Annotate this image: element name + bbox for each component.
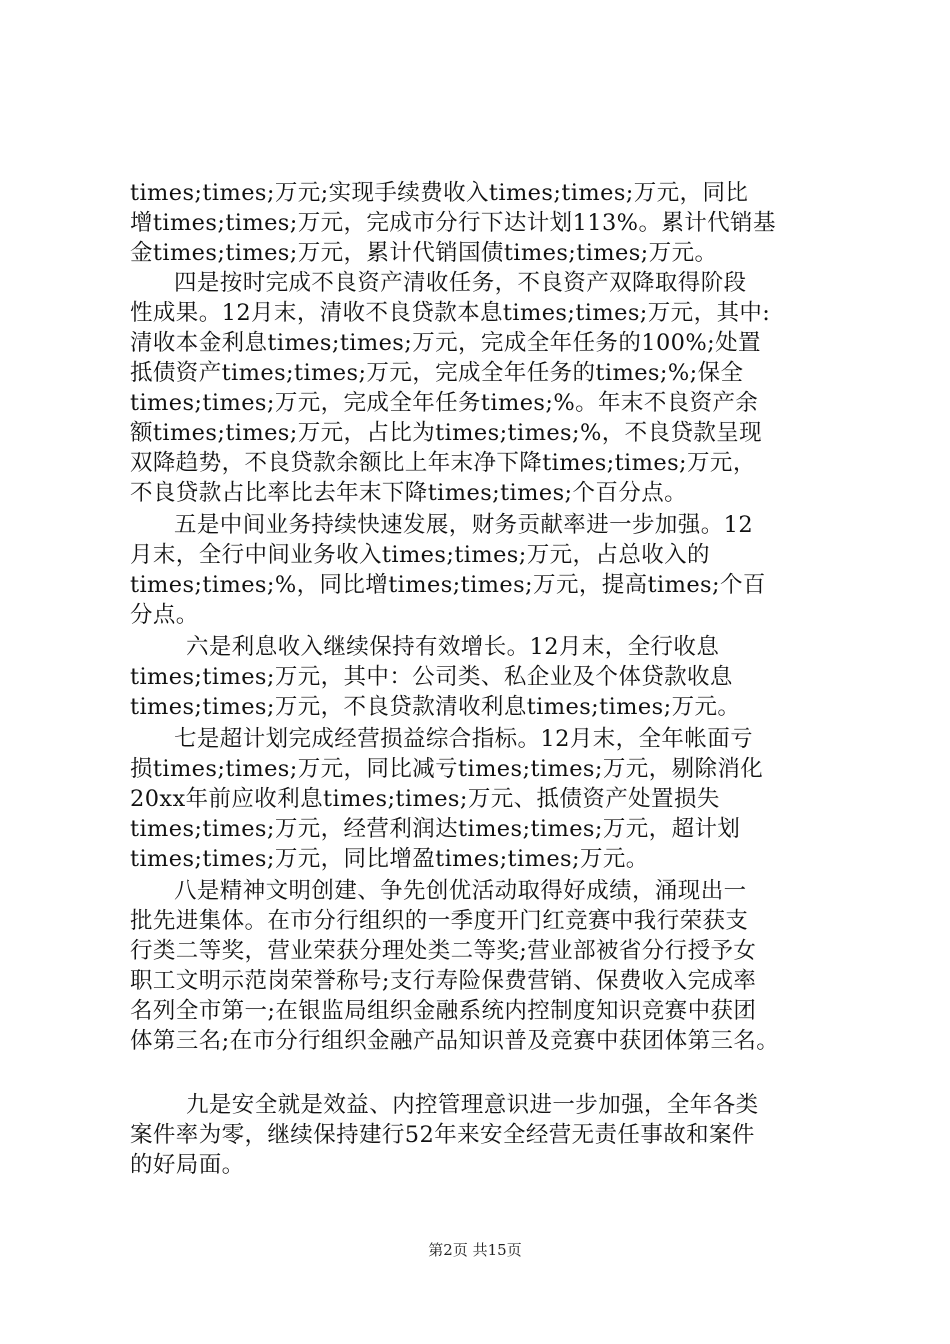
- text-line: 抵债资产times;times;万元，完成全年任务的times;%;保全: [130, 360, 744, 386]
- text-line: 六是利息收入继续保持有效增长。12月末，全行收息: [186, 634, 720, 660]
- text-line: 金times;times;万元，累计代销国债times;times;万元。: [130, 240, 718, 266]
- text-line: times;times;万元，经营利润达times;times;万元，超计划: [130, 816, 741, 842]
- text-line: 月末，全行中间业务收入times;times;万元，占总收入的: [130, 542, 710, 568]
- text-line: 额times;times;万元，占比为times;times;%，不良贷款呈现: [130, 420, 763, 446]
- text-line: 的好局面。: [130, 1152, 245, 1178]
- page-number-footer: 第2页 共15页: [428, 1241, 522, 1259]
- text-line: 双降趋势，不良贷款余额比上年末净下降times;times;万元，: [130, 450, 756, 476]
- text-line: 清收本金利息times;times;万元，完成全年任务的100%;处置: [130, 330, 761, 356]
- text-line: times;times;万元，完成全年任务times;%。年末不良资产余: [130, 390, 759, 416]
- text-line: times;times;%，同比增times;times;万元，提高times;个百: [130, 572, 766, 598]
- text-line: 案件率为零，继续保持建行52年来安全经营无责任事故和案件: [130, 1122, 755, 1148]
- text-line: 四是按时完成不良资产清收任务，不良资产双降取得阶段: [174, 270, 747, 296]
- text-line: times;times;万元，同比增盈times;times;万元。: [130, 846, 649, 872]
- text-line: 批先进集体。在市分行组织的一季度开门红竞赛中我行荣获支: [130, 908, 749, 934]
- text-line: 增times;times;万元，完成市分行下达计划113%。累计代销基: [130, 210, 776, 236]
- text-line: times;times;万元;实现手续费收入times;times;万元，同比: [130, 180, 749, 206]
- text-line: 损times;times;万元，同比减亏times;times;万元，剔除消化: [130, 756, 764, 782]
- text-line: 性成果。12月末，清收不良贷款本息times;times;万元，其中:: [130, 300, 771, 326]
- text-line: 不良贷款占比率比去年末下降times;times;个百分点。: [130, 480, 688, 506]
- text-line: times;times;万元，其中：公司类、私企业及个体贷款收息: [130, 664, 733, 690]
- text-line: 八是精神文明创建、争先创优活动取得好成绩，涌现出一: [174, 878, 747, 904]
- text-line: 九是安全就是效益、内控管理意识进一步加强，全年各类: [186, 1092, 759, 1118]
- text-line: 分点。: [130, 602, 199, 628]
- text-line: 七是超计划完成经营损益综合指标。12月末，全年帐面亏: [174, 726, 754, 752]
- text-line: 20xx年前应收利息times;times;万元、抵债资产处置损失: [130, 786, 720, 812]
- text-line: 名列全市第一;在银监局组织金融系统内控制度知识竞赛中获团: [130, 998, 757, 1024]
- text-line: 行类二等奖，营业荣获分理处类二等奖;营业部被省分行授予女: [130, 938, 757, 964]
- text-line: 体第三名;在市分行组织金融产品知识普及竞赛中获团体第三名。: [130, 1028, 780, 1054]
- text-line: times;times;万元，不良贷款清收利息times;times;万元。: [130, 694, 741, 720]
- text-line: 职工文明示范岗荣誉称号;支行寿险保费营销、保费收入完成率: [130, 968, 757, 994]
- text-line: 五是中间业务持续快速发展，财务贡献率进一步加强。12: [174, 512, 754, 538]
